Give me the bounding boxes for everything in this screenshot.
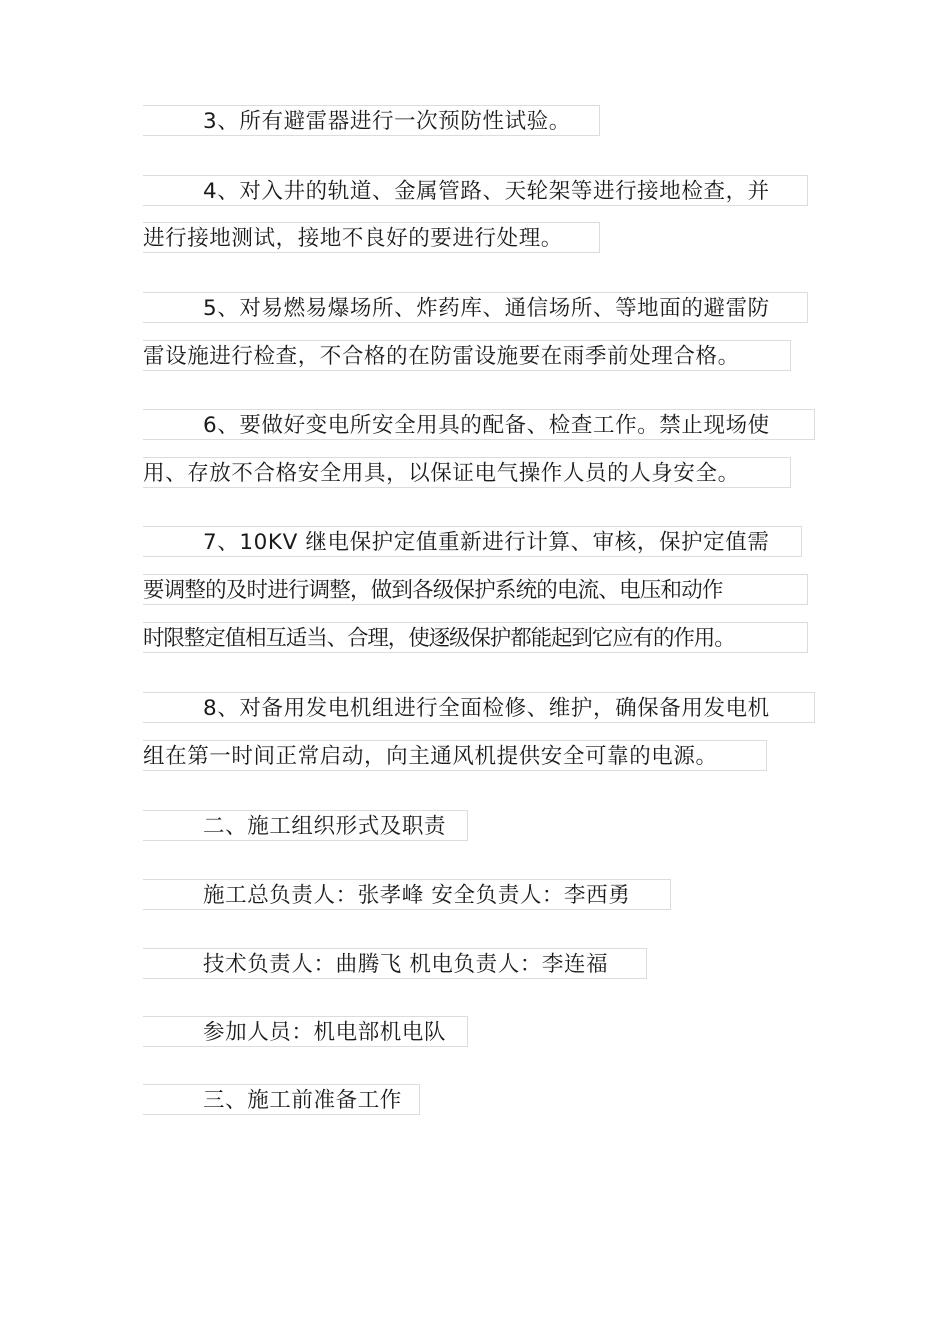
item-6-line-2: 用、存放不合格安全用具，以保证电气操作人员的人身安全。 <box>143 457 791 488</box>
section-3-heading: 三、施工前准备工作 <box>143 1084 420 1115</box>
staff-line-1: 施工总负责人：张孝峰 安全负责人：李西勇 <box>143 879 671 910</box>
staff-line-3: 参加人员：机电部机电队 <box>143 1016 468 1047</box>
item-3-line-1: 3、所有避雷器进行一次预防性试验。 <box>143 105 600 136</box>
item-4-line-1: 4、对入井的轨道、金属管路、天轮架等进行接地检查，并 <box>143 175 808 206</box>
item-7-line-2: 要调整的及时进行调整，做到各级保护系统的电流、电压和动作 <box>143 574 808 605</box>
item-7-line-1: 7、10KV 继电保护定值重新进行计算、审核，保护定值需 <box>143 526 802 557</box>
item-8-line-2: 组在第一时间正常启动，向主通风机提供安全可靠的电源。 <box>143 740 767 771</box>
item-4-line-2: 进行接地测试，接地不良好的要进行处理。 <box>143 222 600 253</box>
item-6-line-1: 6、要做好变电所安全用具的配备、检查工作。禁止现场使 <box>143 409 815 440</box>
item-8-line-1: 8、对备用发电机组进行全面检修、维护，确保备用发电机 <box>143 692 815 723</box>
item-5-line-2: 雷设施进行检查，不合格的在防雷设施要在雨季前处理合格。 <box>143 340 791 371</box>
staff-line-2: 技术负责人：曲腾飞 机电负责人：李连福 <box>143 948 647 979</box>
item-7-line-3: 时限整定值相互适当、合理，使逐级保护都能起到它应有的作用。 <box>143 622 808 653</box>
item-5-line-1: 5、对易燃易爆场所、炸药库、通信场所、等地面的避雷防 <box>143 292 808 323</box>
section-2-heading: 二、施工组织形式及职责 <box>143 810 468 841</box>
